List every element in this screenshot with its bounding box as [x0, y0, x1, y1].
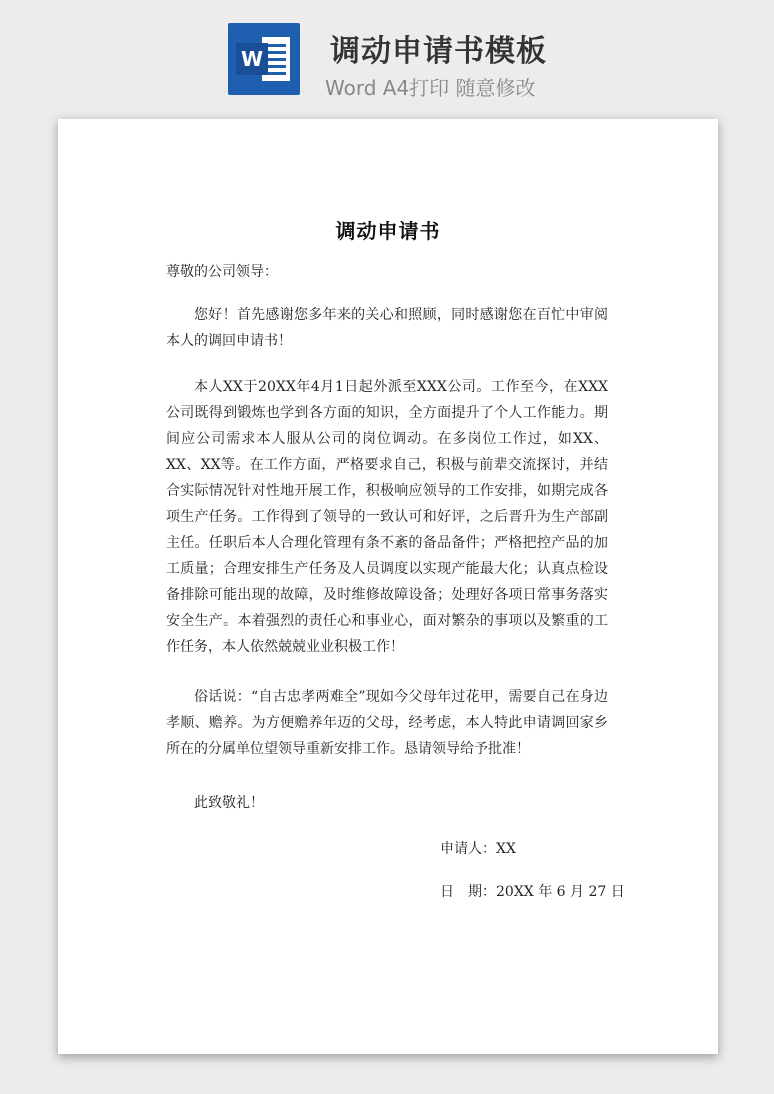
paragraph-greeting: 您好！首先感谢您多年来的关心和照顾，同时感谢您在百忙中审阅本人的调回申请书！ — [166, 307, 608, 349]
word-app-icon — [228, 23, 300, 95]
word-logo-letter: W — [240, 47, 264, 71]
closing-regards: 此致敬礼！ — [194, 795, 264, 811]
salutation: 尊敬的公司领导： — [166, 264, 278, 280]
application-date: 日 期：20XX 年 6 月 27 日 — [440, 884, 625, 900]
document-title: 调动申请书 — [335, 219, 441, 243]
paragraph-work-history: 本人XX于20XX年4月1日起外派至XXX公司。工作至今，在XXX公司既得到锻炼也学到各方面的知识，全方面提升了个人工作能力。期间应公司需求本人服从公司的岗位调动。在多岗位工作过，如XX、XX、XX等。在工作方面，严格要求自己，积极与前辈交流探讨，并结合实际情况针对性地开展工作，积极响应领导的工作安排，如期完成各项生产任务。工作得到了领导的一致认可和好评，之后晋升为生产部副主任。任职后本人合理化管理有条不紊的备品备件；严格把控产品的加工质量；合理安排生产任务及人员调度以实现产能最大化；认真点检设备排除可能出现的故障，及时维修故障设备；处理好各项日常事务落实安全生产。本着强烈的责任心和事业心，面对繁杂的事项以及繁重的工作任务，本人依然兢兢业业积极工作！ — [166, 379, 608, 655]
template-banner — [0, 0, 774, 110]
template-subtitle: Word A4打印 随意修改 — [325, 76, 536, 100]
template-title: 调动申请书模板 — [330, 34, 547, 69]
applicant-signature: 申请人：XX — [440, 841, 516, 857]
paragraph-request-reason: 俗话说：“自古忠孝两难全”现如今父母年过花甲，需要自己在身边孝顺、赡养。为方便赡养年迈的父母，经考虑，本人特此申请调回家乡所在的分属单位望领导重新安排工作。恳请领导给予批准！ — [166, 689, 608, 757]
document-page — [58, 119, 718, 1054]
